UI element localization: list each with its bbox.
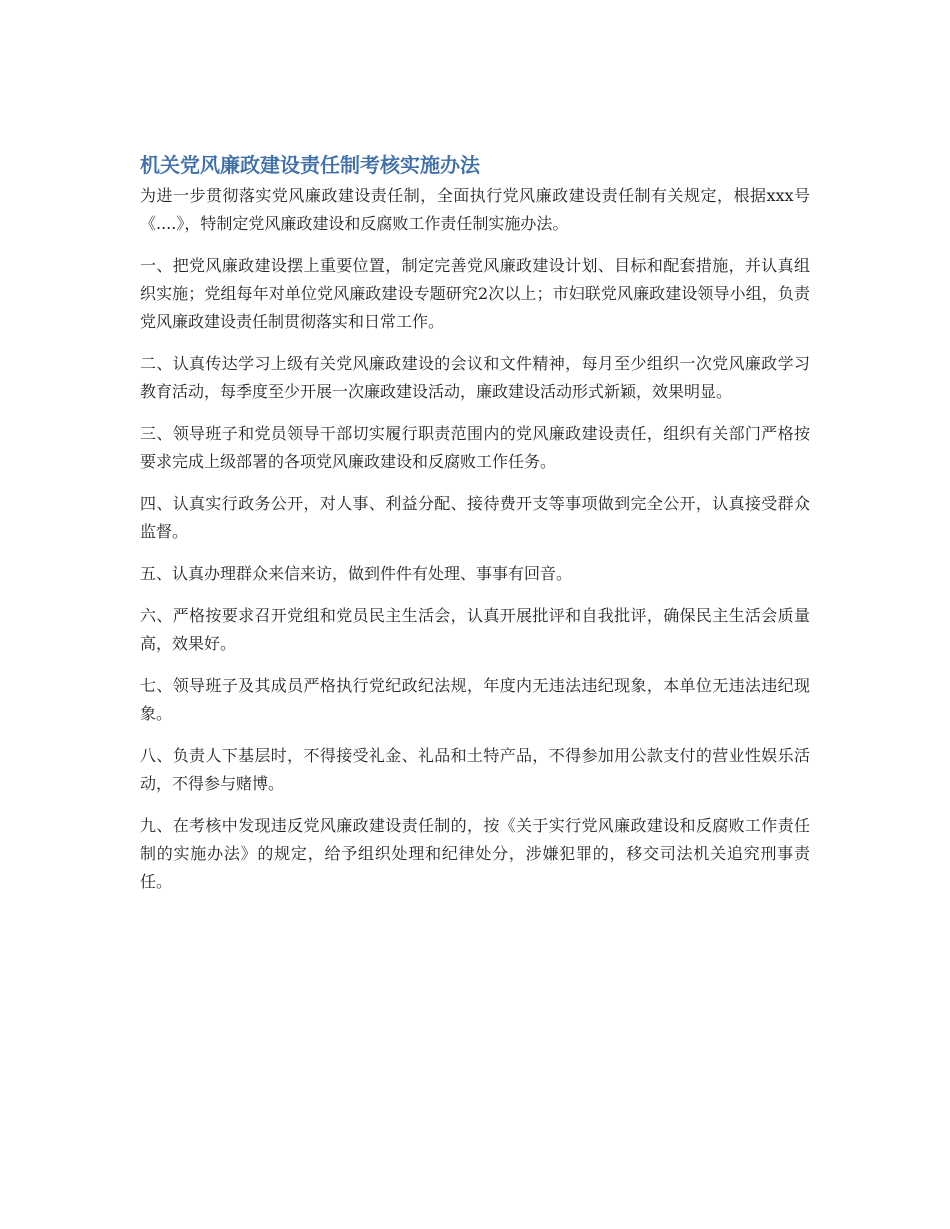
article-item-7: 七、领导班子及其成员严格执行党纪政纪法规，年度内无违法违纪现象，本单位无违法违纪现象。: [140, 676, 810, 723]
document-body: [140, 150, 810, 910]
article-item-1: 一、把党风廉政建设摆上重要位置，制定完善党风廉政建设计划、目标和配套措施，并认真组织实施；党组每年对单位党风廉政建设专题研究2次以上；市妇联党风廉政建设领导小组，负责党风廉政建设责任制贯彻落实和日常工作。: [140, 256, 810, 331]
document-title: 机关党风廉政建设责任制考核实施办法: [140, 153, 480, 177]
article-item-3: 三、领导班子和党员领导干部切实履行职责范围内的党风廉政建设责任，组织有关部门严格按要求完成上级部署的各项党风廉政建设和反腐败工作任务。: [140, 424, 810, 471]
article-item-2: 二、认真传达学习上级有关党风廉政建设的会议和文件精神，每月至少组织一次党风廉政学习教育活动，每季度至少开展一次廉政建设活动，廉政建设活动形式新颖，效果明显。: [140, 354, 810, 401]
article-item-5: 五、认真办理群众来信来访，做到件件有处理、事事有回音。: [140, 564, 573, 583]
article-item-8: 八、负责人下基层时，不得接受礼金、礼品和土特产品，不得参加用公款支付的营业性娱乐活动，不得参与赌博。: [140, 746, 810, 793]
article-item-9: 九、在考核中发现违反党风廉政建设责任制的，按《关于实行党风廉政建设和反腐败工作责任制的实施办法》的规定，给予组织处理和纪律处分，涉嫌犯罪的，移交司法机关追究刑事责任。: [140, 816, 810, 891]
article-item-6: 六、严格按要求召开党组和党员民主生活会，认真开展批评和自我批评，确保民主生活会质量高，效果好。: [140, 606, 810, 653]
article-item-4: 四、认真实行政务公开，对人事、利益分配、接待费开支等事项做到完全公开，认真接受群众监督。: [140, 494, 810, 541]
intro-paragraph: 为进一步贯彻落实党风廉政建设责任制，全面执行党风廉政建设责任制有关规定，根据xxx号《....》，特制定党风廉政建设和反腐败工作责任制实施办法。: [140, 186, 810, 233]
